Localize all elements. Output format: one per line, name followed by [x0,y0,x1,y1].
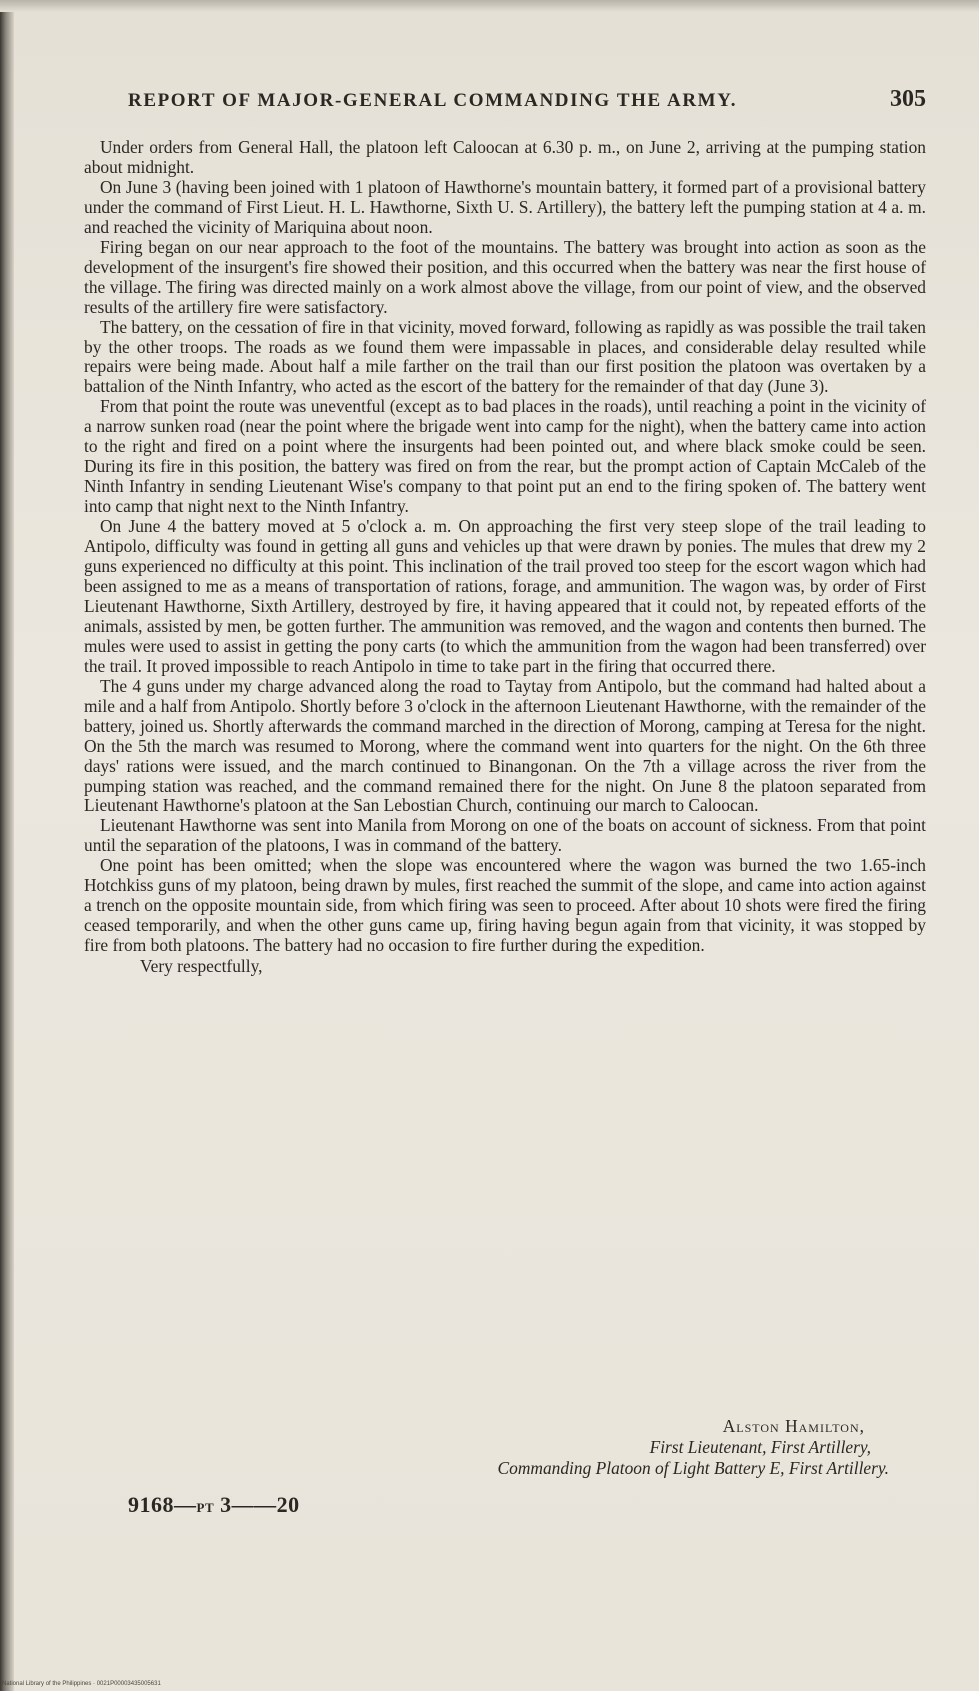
paragraph: The 4 guns under my charge advanced along the road to Taytay from Antipolo, but the command had halted about a mile and a half from Antipolo. Shortly before 3 o'clock in the afternoon Lieutenant Hawthorne, with the remainder of the battery, joined us. Shortly afterwards the command marched in the direction of Morong, camping at Teresa for the night. On the 5th the march was resumed to Morong, where the command went into quarters for the night. On the 6th three days' rations were issued, and the march continued to Binangonan. On the 7th a village across the river from the pumping station was reached, and the command remained there for the night. On June 8 the platoon separated from Lieutenant Hawthorne's platoon at the San Lebostian Church, continuing our march to Caloocan. [84,675,926,816]
part-number: 3——20 [220,1492,300,1517]
paragraph: Under orders from General Hall, the platoon left Caloocan at 6.30 p. m., on June 2, arriving at the pumping station about midnight. [84,137,926,177]
page-top-edge [0,0,979,12]
doc-number: 9168— [128,1492,197,1517]
signature-block [289,1416,889,1479]
paragraph: On June 3 (having been joined with 1 platoon of Hawthorne's mountain battery, it formed part of a provisional battery under the command of First Lieut. H. L. Hawthorne, Sixth U. S. Artillery), the battery left the pumping station at 4 a. m. and reached the vicinity of Mariquina about noon. [84,176,926,237]
paragraph: From that point the route was uneventful (except as to bad places in the roads), until reaching a point in the vicinity of a narrow sunken road (near the point where the brigade went into camp for the night), when the battery came into action to the right and fired on a point where the insurgents had been pointed out, and where black smoke could be seen. During its fire in this position, the battery was fired on from the rear, but the prompt action of Captain McCaleb of the Ninth Infantry in sending Lieutenant Wise's company to that point put an end to the firing spoken of. The battery went into camp that night next to the Ninth Infantry. [84,396,926,517]
signatory-name: Alston Hamilton, [722,1416,865,1436]
signatory-command: Commanding Platoon of Light Battery E, First Artillery. [497,1458,889,1478]
closing-salutation: Very respectfully, [140,956,263,977]
page-binding-edge [0,0,14,1691]
paragraph: Firing began on our near approach to the foot of the mountains. The battery was brought into action as soon as the development of the insurgent's fire showed their position, and this occurred when the battery was near the first house of the village. The firing was directed mainly on a work almost above the village, from our point of view, and the observed results of the artillery fire were satisfactory. [84,236,926,317]
paragraph: One point has been omitted; when the slope was encountered where the wagon was burned the two 1.65-inch Hotchkiss guns of my platoon, being drawn by mules, first reached the summit of the slope, and came into action against a trench on the opposite mountain side, from which firing was seen to proceed. After about 10 shots were fired the firing ceased temporarily, and when the other guns came up, firing having begun again from that vicinity, it was stopped by fire from both platoons. The battery had no occasion to fire further during the expedition. [84,855,926,956]
paragraph: Lieutenant Hawthorne was sent into Manila from Morong on one of the boats on account of sickness. From that point until the separation of the platoons, I was in command of the battery. [84,815,926,856]
printer-signature-mark [128,1492,300,1518]
signatory-rank: First Lieutenant, First Artillery, [649,1437,871,1457]
running-header [128,86,926,113]
report-body [84,138,926,976]
archive-stamp: National Library of the Philippines · 0021P00003435005631 [2,1681,161,1687]
paragraph: The battery, on the cessation of fire in that vicinity, moved forward, following as rapidly as was possible the trail taken by the other troops. The roads as we found them were impassable in places, and considerable delay resulted while repairs were being made. About half a mile farther on the trail than our first position the platoon was overtaken by a battalion of the Ninth Infantry, who acted as the escort of the battery for the remainder of that day (June 3). [84,316,926,397]
header-title: REPORT OF MAJOR-GENERAL COMMANDING THE ARMY. [128,90,738,111]
paragraph: On June 4 the battery moved at 5 o'clock a. m. On approaching the first very steep slope of the trail leading to Antipolo, difficulty was found in getting all guns and vehicles up that were drawn by ponies. The mules that drew my 2 guns experienced no difficulty at this point. This inclination of the trail proved too steep for the escort wagon which had been assigned to me as a means of transportation of rations, forage, and ammunition. The wagon was, by order of First Lieutenant Hawthorne, Sixth Artillery, destroyed by fire, it having appeared that it could not, by repeated efforts of the animals, assisted by men, be gotten further. The ammunition was removed, and the wagon and contents then burned. The mules were used to assist in getting the pony carts (to which the ammunition from the wagon had been transferred) over the trail. It proved impossible to reach Antipolo in time to take part in the firing that occurred there. [84,516,926,676]
page-number: 305 [890,86,926,112]
part-label: pt [196,1496,215,1517]
